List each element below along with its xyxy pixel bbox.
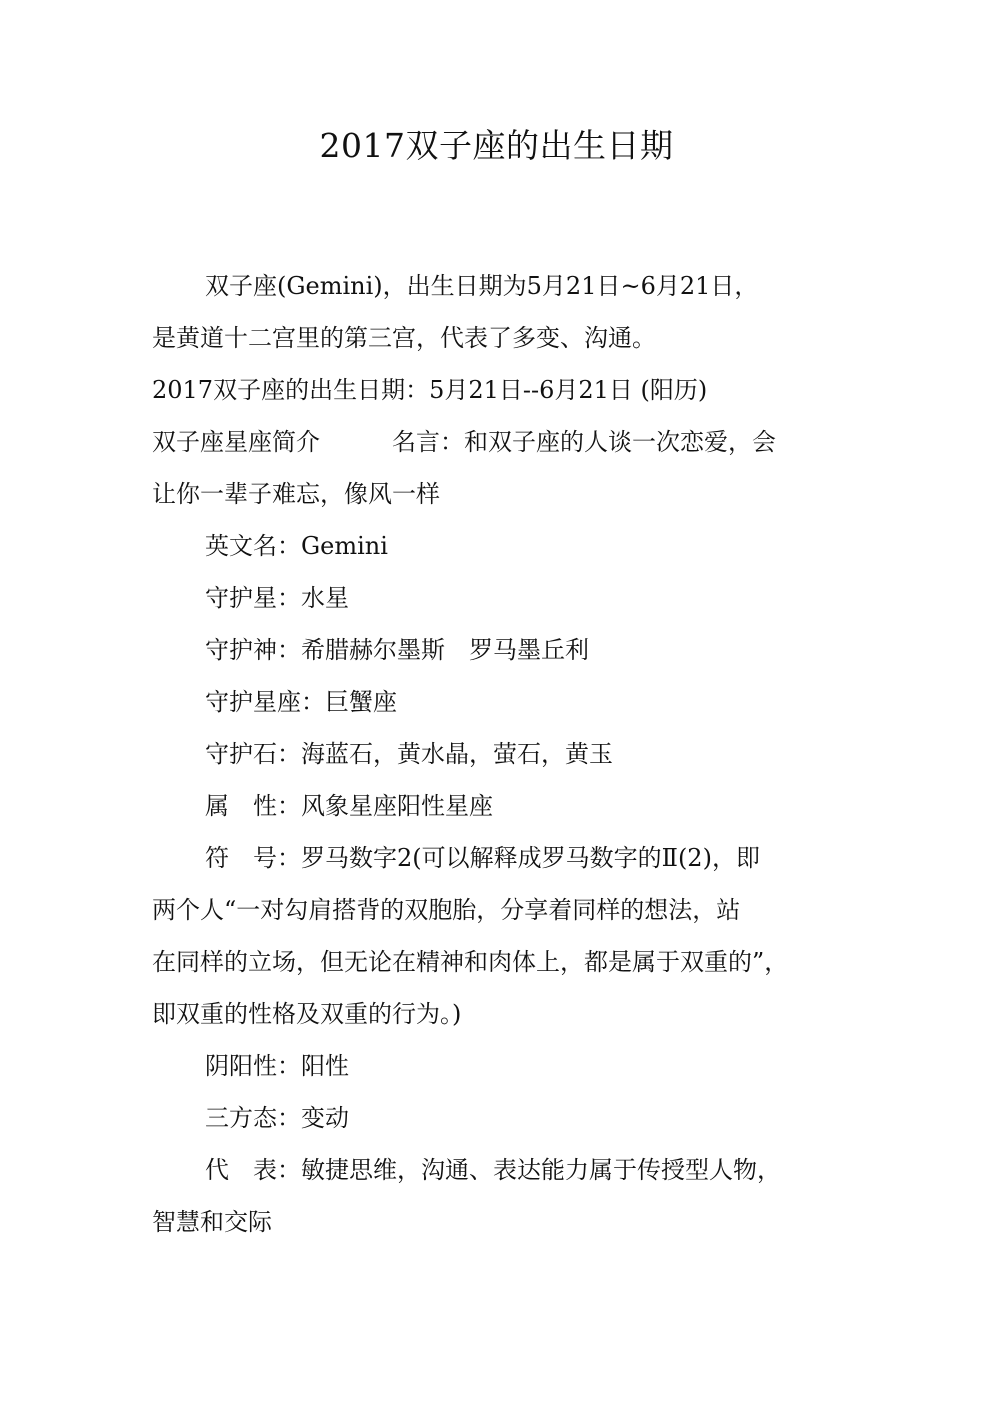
symbol-line-3: 在同样的立场，但无论在精神和肉体上，都是属于双重的”， (152, 948, 789, 976)
intro-quote-line-2: 让你一辈子难忘，像风一样 (152, 480, 440, 508)
intro-quote-line-1: 双子座星座简介 名言：和双子座的人谈一次恋爱，会 (152, 428, 776, 456)
symbol-line-2: 两个人“一对勾肩搭背的双胞胎，分享着同样的想法，站 (152, 896, 741, 924)
modality-line: 三方态：变动 (205, 1104, 349, 1132)
paragraph-line-1: 双子座(Gemini)，出生日期为5月21日~6月21日， (205, 272, 759, 300)
attribute-line: 属 性：风象星座阳性星座 (205, 792, 493, 820)
guardian-star-line: 守护星：水星 (205, 584, 349, 612)
guardian-sign-line: 守护星座：巨蟹座 (205, 688, 397, 716)
guardian-god-line: 守护神：希腊赫尔墨斯 罗马墨丘利 (205, 636, 589, 664)
represents-line-1: 代 表：敏捷思维，沟通、表达能力属于传授型人物， (205, 1156, 781, 1184)
symbol-line-1: 符 号：罗马数字2(可以解释成罗马数字的Ⅱ(2)，即 (205, 844, 760, 872)
guardian-stone-line: 守护石：海蓝石，黄水晶，萤石，黄玉 (205, 740, 613, 768)
birth-date-line: 2017双子座的出生日期：5月21日--6月21日 (阳历) (152, 376, 708, 404)
document-title: 2017双子座的出生日期 (319, 126, 674, 165)
represents-line-2: 智慧和交际 (152, 1208, 272, 1236)
english-name-line: 英文名：Gemini (205, 532, 388, 560)
paragraph-line-2: 是黄道十二宫里的第三宫，代表了多变、沟通。 (152, 324, 656, 352)
symbol-line-4: 即双重的性格及双重的行为。) (152, 1000, 462, 1028)
yin-yang-line: 阴阳性：阳性 (205, 1052, 349, 1080)
